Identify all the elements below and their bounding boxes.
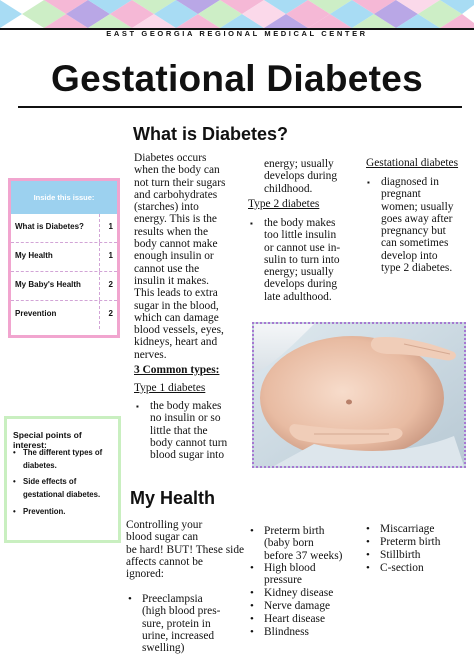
bullet-icon: • xyxy=(250,587,254,599)
bullet-icon: • xyxy=(366,523,370,535)
type2-bullet: ▪ the body makes too little insulin or cannot use in- sulin to turn into energy; usually develops during late adulthood. xyxy=(250,217,341,303)
bullet-icon: ▪ xyxy=(367,178,370,187)
toc-divider xyxy=(99,301,100,329)
toc-item-my-babys-health[interactable] xyxy=(11,272,117,301)
bullet-icon: • xyxy=(128,593,132,605)
toc-item-label: Prevention xyxy=(15,309,57,318)
section-heading-what-is-diabetes: What is Diabetes? xyxy=(133,124,289,144)
bullet-icon: ▪ xyxy=(136,402,139,411)
side-effect-item: • C-section xyxy=(366,562,424,574)
type1-bullet: ▪ the body makes no insulin or so little that the body cannot turn blood sugar into xyxy=(136,400,228,462)
toc-item-what-is-diabetes[interactable] xyxy=(11,214,117,243)
side-effect-item: • High blood pressure xyxy=(250,562,316,587)
bullet-icon: • xyxy=(250,613,254,625)
special-point-item: • Side effects of gestational diabetes. xyxy=(13,477,101,499)
toc-item-label: My Baby's Health xyxy=(15,280,81,289)
special-points-box xyxy=(4,416,121,543)
type2-label: Type 2 diabetes xyxy=(248,198,320,210)
organization-name: EAST GEORGIA REGIONAL MEDICAL CENTER xyxy=(106,29,368,38)
page-title: Gestational Diabetes xyxy=(50,58,423,99)
side-effect-item: • Kidney disease xyxy=(250,587,334,599)
title-rule xyxy=(18,106,462,108)
side-effect-item: • Blindness xyxy=(250,626,309,638)
gestational-bullet: ▪ diagnosed in pregnant women; usually goes away after pregnancy but can sometimes develop into type 2 diabetes. xyxy=(367,176,454,275)
type1-continued: energy; usually develops during childhood. xyxy=(264,158,338,195)
my-health-intro: Controlling your blood sugar can be hard! BUT! These side affects cannot be ignored: xyxy=(126,519,245,581)
bullet-icon: • xyxy=(366,549,370,561)
side-effect-item: • Nerve damage xyxy=(250,600,331,612)
toc-item-label: What is Diabetes? xyxy=(15,222,84,231)
toc-item-page: 2 xyxy=(108,280,113,289)
side-effect-item: • Preterm birth xyxy=(366,536,441,548)
bullet-icon: • xyxy=(366,562,370,574)
bullet-icon: • xyxy=(250,626,254,638)
side-effect-item: • Stillbirth xyxy=(366,549,421,561)
bullet-icon: ▪ xyxy=(250,219,253,228)
section-heading-my-health: My Health xyxy=(130,488,216,508)
banner-pattern xyxy=(0,0,474,28)
bullet-icon: • xyxy=(13,477,16,486)
inside-this-issue-box xyxy=(8,178,120,338)
special-point-item: • Prevention. xyxy=(13,507,66,516)
inside-this-issue-heading: Inside this issue: xyxy=(11,181,117,214)
toc-divider xyxy=(99,272,100,300)
bullet-icon: • xyxy=(250,525,254,537)
bullet-icon: • xyxy=(250,562,254,574)
diabetes-definition-paragraph: Diabetes occurs when the body can not turn their sugars and carbohydrates (starches) into energy. This is the results when the body cannot make enough insulin or cannot use the insulin it makes. This leads to extra sugar in the blood, which can damage blood vessels, eyes, kidneys, heart and nerves. xyxy=(134,152,226,361)
common-types-label: 3 Common types: xyxy=(134,364,220,376)
decorative-banner xyxy=(0,0,474,28)
toc-item-page: 2 xyxy=(108,309,113,318)
toc-item-prevention[interactable] xyxy=(11,301,117,330)
special-points-heading: Special points of interest: xyxy=(13,430,82,450)
side-effect-item: • Heart disease xyxy=(250,613,326,625)
side-effect-item: • Preterm birth (baby born before 37 weeks) xyxy=(250,525,343,562)
toc-item-label: My Health xyxy=(15,251,53,260)
toc-divider xyxy=(99,243,100,271)
bullet-icon: • xyxy=(366,536,370,548)
side-effect-item: • Preeclampsia (high blood pres- sure, protein in urine, increased swelling) xyxy=(128,593,221,655)
toc-item-my-health[interactable] xyxy=(11,243,117,272)
bullet-icon: • xyxy=(13,507,16,516)
bullet-icon: • xyxy=(250,600,254,612)
pregnant-belly-illustration xyxy=(254,324,464,466)
side-effect-item: • Miscarriage xyxy=(366,523,435,535)
special-point-item: • The different types of diabetes. xyxy=(13,448,103,470)
gestational-label: Gestational diabetes xyxy=(366,157,459,169)
type1-label: Type 1 diabetes xyxy=(134,382,206,394)
bullet-icon: • xyxy=(13,448,16,457)
toc-item-page: 1 xyxy=(108,251,113,260)
toc-item-page: 1 xyxy=(108,222,113,231)
toc-divider xyxy=(99,214,100,242)
pregnant-belly-photo xyxy=(252,322,466,468)
